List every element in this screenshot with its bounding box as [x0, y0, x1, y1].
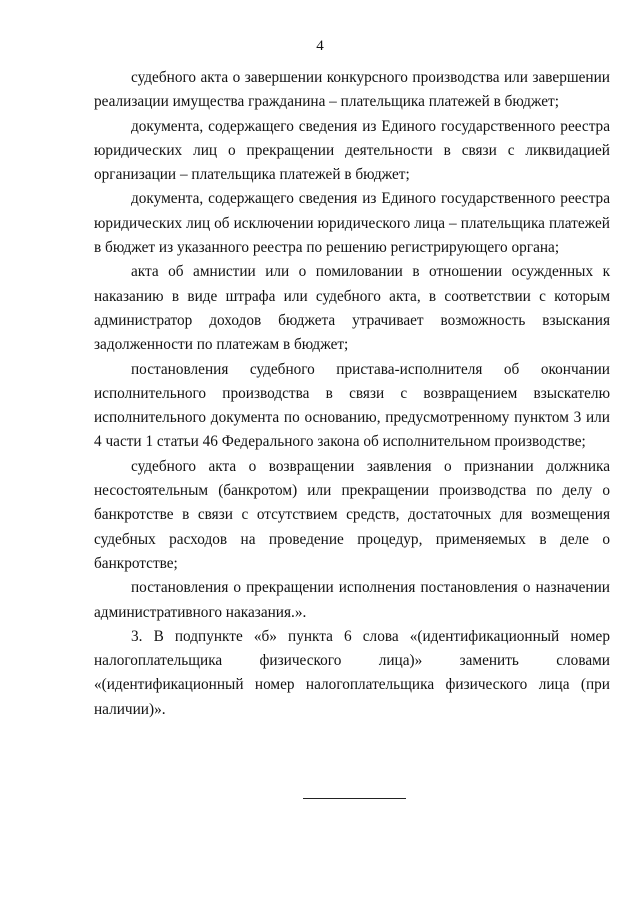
page-number: 4 [316, 38, 324, 54]
paragraph-registry-exclusion: документа, содержащего сведения из Единого государственного реестра юридических лиц об исключении юридического лица – плательщика платежей в бюджет из указанного реестра по решению регистрирующего органа; [94, 190, 610, 257]
document-body [94, 66, 610, 722]
paragraph-registry-liquidation: документа, содержащего сведения из Единого государственного реестра юридических лиц о прекращении деятельности в связи с ликвидацией организации – плательщика платежей в бюджет; [94, 117, 610, 184]
paragraph-amnesty-act: акта об амнистии или о помиловании в отношении осужденных к наказанию в виде штрафа или судебного акта, в соответствии с которым администратор доходов бюджета утрачивает возможность взыскания задолженности по платежам в бюджет; [94, 263, 610, 354]
paragraph-item-3: 3. В подпункте «б» пункта 6 слова «(идентификационный номер налогоплательщика физического лица)» заменить словами «(идентификационный номер налогоплательщика физического лица (при наличии)». [94, 627, 610, 718]
paragraph-bailiff-resolution: постановления судебного пристава-исполнителя об окончании исполнительного производства в связи с возвращением взыскателю исполнительного документа по основанию, предусмотренному пунктом 3 или 4 части 1 статьи 46 Федерального закона об исполнительном производстве; [94, 360, 610, 451]
paragraph-termination-resolution: постановления о прекращении исполнения постановления о назначении административного наказания.». [94, 579, 610, 621]
paragraph-court-act-return: судебного акта о возвращении заявления о признании должника несостоятельным (банкротом) или прекращении производства по делу о банкротстве в связи с отсутствием средств, достаточных для возмещения судебных расходов на проведение процедур, применяемых в деле о банкротстве; [94, 457, 610, 572]
paragraph-court-act-bankruptcy: судебного акта о завершении конкурсного производства или завершении реализации имущества гражданина – плательщика платежей в бюджет; [94, 69, 610, 111]
separator-line [303, 798, 406, 799]
